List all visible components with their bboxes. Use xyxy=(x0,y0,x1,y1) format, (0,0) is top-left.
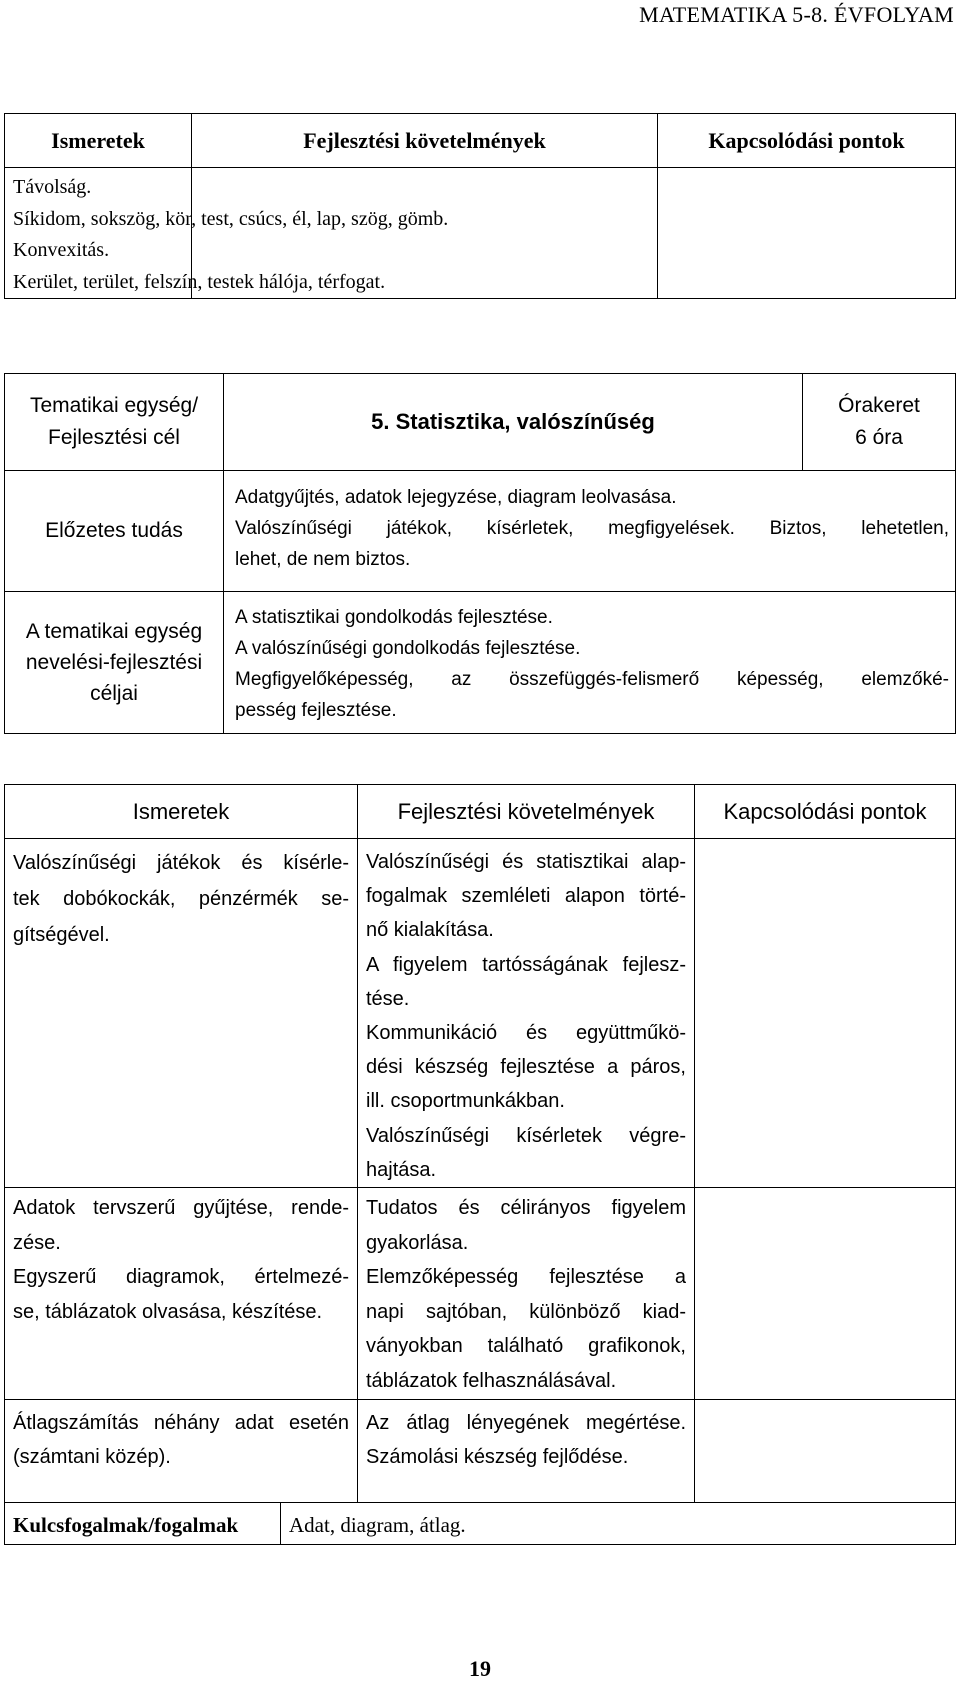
text-line-justified: Elemzőképesség fejlesztése a xyxy=(366,1266,686,1289)
text-line-justified: napi sajtóban, különböző kiad- xyxy=(366,1300,686,1323)
text-line xyxy=(235,513,949,544)
header-kapcsolodasi-pontok: Kapcsolódási pontok xyxy=(658,114,956,168)
row-1-ismeretek xyxy=(5,839,358,1188)
key-concepts-label: Kulcsfogalmak/fogalmak xyxy=(5,1503,281,1545)
text-line: A valószínűségi gondolkodás fejlesztése. xyxy=(235,638,581,659)
text-line-justified: Egyszerű diagramok, értelmezé- xyxy=(13,1266,349,1289)
text-line: gítségével. xyxy=(13,924,110,946)
text-line: zése. xyxy=(13,1231,61,1254)
row-1-fejlesztesi xyxy=(358,839,695,1188)
text-line-justified: Az átlag lényegének megértése. xyxy=(366,1412,686,1435)
goals-label xyxy=(5,592,224,734)
text-line: gyakorlása. xyxy=(366,1231,469,1254)
text-line: se, táblázatok olvasása, készítése. xyxy=(13,1300,323,1323)
header-fejlesztesi-kovetelmenyek: Fejlesztési követelmények xyxy=(358,785,695,839)
key-concepts-value: Adat, diagram, átlag. xyxy=(281,1503,956,1545)
text-line: pesség fejlesztése. xyxy=(235,700,397,721)
page-header-title: MATEMATIKA 5-8. ÉVFOLYAM xyxy=(639,2,954,27)
row-3-ismeretek xyxy=(5,1400,358,1503)
header-ismeretek: Ismeretek xyxy=(5,785,358,839)
list-item: Távolság. xyxy=(13,176,92,198)
text-line-justified: fogalmak szemléleti alapon törté- xyxy=(366,885,686,908)
text-line-justified: dési készség fejlesztése a páros, xyxy=(366,1056,686,1079)
text-line: ill. csoportmunkákban. xyxy=(366,1090,565,1113)
text-line-justified: Megfigyelőképesség, az összefüggés-felismerő képesség, elemzőké- xyxy=(235,669,949,690)
prior-knowledge-content xyxy=(224,471,956,592)
text-line: nő kialakítása. xyxy=(366,919,494,942)
hours-cell xyxy=(803,374,956,471)
list-item: Kerület, terület, felszín, testek hálója, térfogat. xyxy=(13,270,386,293)
table-tematikai-egyseg xyxy=(4,373,956,734)
list-item: Síkidom, sokszög, kör, test, csúcs, él, lap, szög, gömb. xyxy=(13,207,449,230)
row-3-kapcsolodasi xyxy=(695,1400,956,1503)
hours-value: 6 óra xyxy=(855,426,903,449)
page-number: 19 xyxy=(469,1656,491,1681)
text-line: lehet, de nem biztos. xyxy=(235,549,411,570)
text-line: táblázatok felhasználásával. xyxy=(366,1369,617,1392)
row-2-fejlesztesi xyxy=(358,1188,695,1400)
header-fejlesztesi-kovetelmenyek: Fejlesztési követelmények xyxy=(192,114,658,168)
text-line-justified: Valószínűségi játékok, kísérletek, megfigyelések. Biztos, lehetetlen, xyxy=(235,518,949,539)
text-line-justified: tek dobókockák, pénzérmék se- xyxy=(13,888,349,910)
row-2-kapcsolodasi xyxy=(695,1188,956,1400)
unit-title: 5. Statisztika, valószínűség xyxy=(224,374,803,471)
row-1-kapcsolodasi xyxy=(695,839,956,1188)
text-line-justified: Valószínűségi és statisztikai alap- xyxy=(366,851,686,873)
table-ismeretek-statisztika xyxy=(4,784,956,1545)
row-2-ismeretek xyxy=(5,1188,358,1400)
goals-label-line-3: céljai xyxy=(90,682,138,705)
text-line-justified: Átlagszámítás néhány adat esetén xyxy=(13,1412,349,1435)
table-ismeretek-top xyxy=(4,113,956,299)
unit-label-line-2: Fejlesztési cél xyxy=(48,426,180,449)
unit-label-cell xyxy=(5,374,224,471)
text-line-justified: Adatok tervszerű gyűjtése, rende- xyxy=(13,1197,349,1220)
text-line-justified: Valószínűségi kísérletek végre- xyxy=(366,1124,686,1147)
header-kapcsolodasi-pontok: Kapcsolódási pontok xyxy=(695,785,956,839)
text-line: Adatgyűjtés, adatok lejegyzése, diagram leolvasása. xyxy=(235,487,677,508)
text-line xyxy=(13,845,349,881)
text-line-justified: Valószínűségi játékok és kísérle- xyxy=(13,852,349,874)
text-line-justified: ványokban található grafikonok, xyxy=(366,1335,686,1358)
header-ismeretek: Ismeretek xyxy=(5,114,192,168)
cell-kapcsolodasi xyxy=(658,168,956,299)
text-line: hajtása. xyxy=(366,1158,437,1181)
text-line: Számolási készség fejlődése. xyxy=(366,1446,629,1469)
goals-label-line-2: nevelési-fejlesztési xyxy=(25,651,203,674)
text-line-justified: Tudatos és célirányos figyelem xyxy=(366,1197,686,1220)
row-3-fejlesztesi xyxy=(358,1400,695,1503)
text-line: tése. xyxy=(366,987,410,1010)
cell-ismeretek xyxy=(5,168,449,299)
goals-content xyxy=(224,592,956,734)
prior-knowledge-label: Előzetes tudás xyxy=(5,471,224,592)
text-line-justified: Kommunikáció és együttműkö- xyxy=(366,1022,686,1045)
text-line-justified: A figyelem tartósságának fejlesz- xyxy=(366,953,686,976)
hours-label: Órakeret xyxy=(838,394,920,417)
text-line: (számtani közép). xyxy=(13,1446,171,1469)
text-line: A statisztikai gondolkodás fejlesztése. xyxy=(235,607,553,628)
unit-label-line-1: Tematikai egység/ xyxy=(29,394,199,417)
goals-label-line-1: A tematikai egység xyxy=(25,620,203,643)
list-item: Konvexitás. xyxy=(13,239,110,261)
